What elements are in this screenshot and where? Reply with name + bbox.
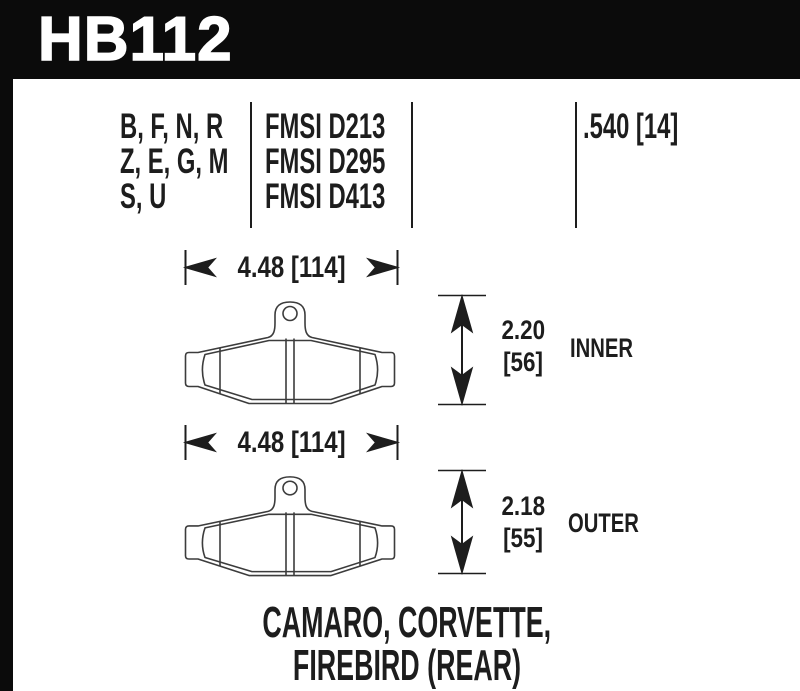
width-dimension-text: 4.48 [114]	[237, 251, 346, 284]
inner-height-values	[486, 314, 560, 378]
application-text	[13, 598, 800, 690]
fmsi-codes-column	[265, 109, 385, 214]
inner-height-inches: 2.20	[501, 315, 545, 345]
brake-pad-drawing-inner	[182, 297, 398, 405]
pad-thickness-text: .540 [14]	[583, 107, 679, 146]
inner-position-label: INNER	[570, 333, 634, 363]
width-dimension-label-inner	[185, 249, 398, 287]
table-divider	[411, 102, 413, 228]
outer-height-mm: [55]	[503, 523, 543, 553]
fmsi-code-row: FMSI D413	[265, 177, 386, 216]
pad-thickness-value	[583, 109, 678, 144]
application-line-text: CAMARO, CORVETTE,	[262, 598, 551, 647]
inner-height-mm: [56]	[503, 347, 543, 377]
header-bar	[0, 0, 800, 79]
compound-code-row: Z, E, G, M	[120, 142, 229, 181]
height-dimension-arrows-outer	[430, 463, 492, 579]
compound-code-row: S, U	[120, 177, 167, 216]
part-number: HB112	[38, 5, 233, 74]
height-dimension-arrows-inner	[430, 288, 492, 412]
outer-height-inches: 2.18	[501, 491, 545, 521]
outer-position-label: OUTER	[568, 508, 639, 538]
width-dimension-text: 4.48 [114]	[237, 426, 346, 459]
outer-height-values	[486, 490, 560, 554]
table-divider	[250, 102, 252, 228]
compound-codes-column	[120, 109, 228, 214]
width-dimension-label-outer	[185, 424, 398, 462]
compound-code-row: B, F, N, R	[120, 107, 224, 146]
application-line-text: FIREBIRD (REAR)	[292, 641, 521, 690]
application-line	[13, 598, 800, 647]
fmsi-code-row: FMSI D295	[265, 142, 386, 181]
fmsi-code-row: FMSI D213	[265, 107, 386, 146]
left-border-strip	[0, 79, 13, 691]
application-line	[13, 641, 800, 690]
table-divider	[575, 102, 577, 228]
brake-pad-drawing-outer	[182, 472, 398, 577]
